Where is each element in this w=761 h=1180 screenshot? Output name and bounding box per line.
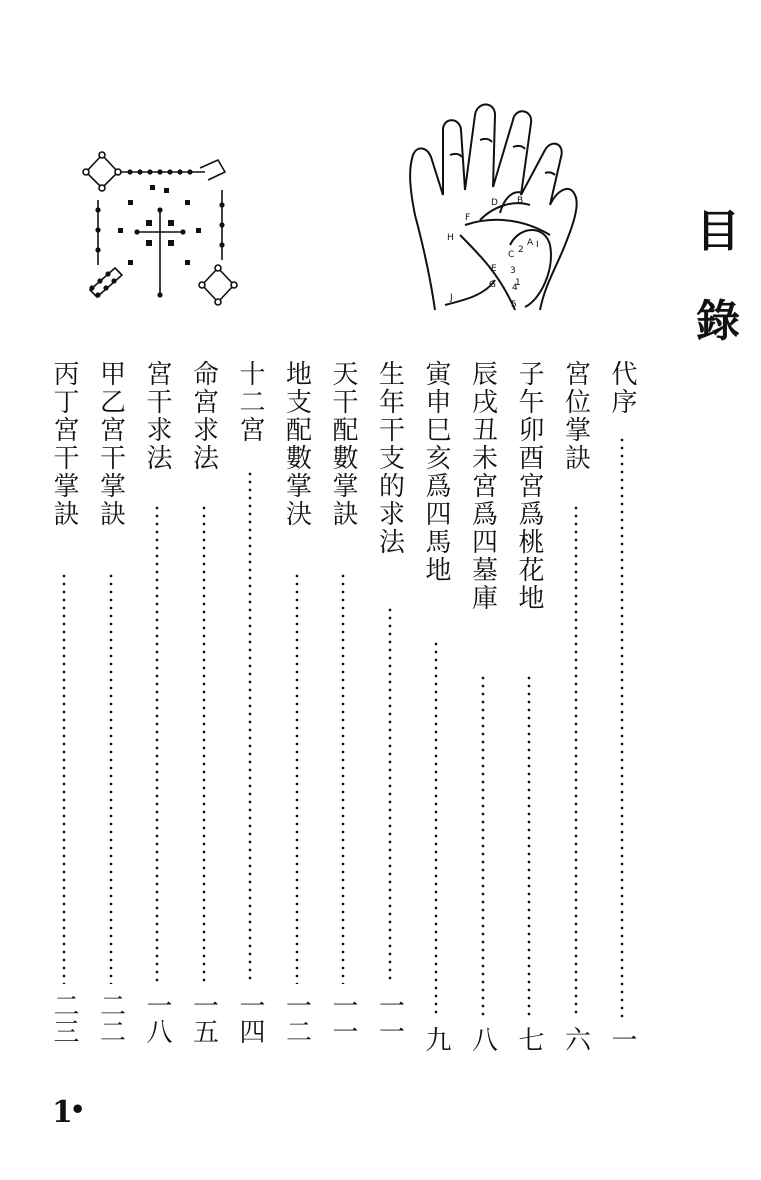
toc-entry-page: 一一: [328, 992, 358, 1044]
toc-entry: [512, 360, 546, 1060]
hand-label-5: 5: [511, 300, 517, 310]
star-chart-diagram: [80, 150, 240, 310]
hand-label-4: 4: [512, 283, 518, 293]
toc-entry-page: 七: [514, 1026, 544, 1052]
toc-leader-dots: [295, 572, 299, 984]
hand-label-a: A: [527, 238, 534, 248]
page-title-char-2: 錄: [696, 296, 740, 347]
toc-entry: [140, 360, 174, 1060]
toc-entry-title: 天干配數掌訣: [328, 360, 358, 528]
toc-entry-title: 十二宮: [235, 360, 265, 444]
hand-label-3: 3: [510, 266, 516, 276]
toc-leader-dots: [620, 436, 624, 1018]
toc-entry: [605, 360, 639, 1060]
hand-label-2: 2: [518, 245, 524, 255]
page-title-char-1: 目: [696, 206, 740, 257]
toc-entry-page: 二二: [95, 992, 126, 1044]
toc-entry-title: 生年干支的求法: [374, 360, 405, 556]
hand-label-g: G: [489, 280, 496, 290]
toc-leader-dots: [527, 674, 531, 1018]
toc-leader-dots: [388, 606, 392, 984]
toc-entry: [466, 360, 500, 1060]
toc-leader-dots: [434, 640, 438, 1018]
toc-entry-page: 一: [607, 1026, 637, 1052]
toc-entry: [419, 360, 453, 1060]
hand-label-h: H: [447, 233, 454, 243]
toc-leader-dots: [481, 674, 485, 1018]
toc-entry-title: 寅申巳亥爲四馬地: [421, 360, 451, 584]
toc-entry: [326, 360, 360, 1060]
toc-entry-page: 一五: [188, 992, 219, 1044]
toc-entry: [559, 360, 593, 1060]
hand-label-d: D: [491, 198, 498, 208]
toc-entry-page: 六: [560, 1026, 591, 1052]
toc-entry-title: 丙丁宮干掌訣: [49, 360, 79, 528]
toc-entry-page: 八: [467, 1026, 498, 1052]
toc-leader-dots: [248, 470, 252, 984]
toc-leader-dots: [62, 572, 66, 984]
hand-label-f: F: [465, 213, 471, 223]
page-number-dot: •: [70, 1095, 86, 1124]
hand-label-j: J: [450, 293, 453, 303]
toc-entry-page: 九: [421, 1026, 451, 1052]
toc-entry: [280, 360, 314, 1060]
hand-label-e: E: [491, 264, 497, 274]
toc-entry: [47, 360, 81, 1060]
toc-leader-dots: [574, 504, 578, 1018]
toc-entry-page: 二三: [49, 992, 79, 1044]
toc-entry-page: 一八: [142, 992, 172, 1044]
toc-entry-title: 宮位掌訣: [560, 360, 591, 472]
page-number: 1: [52, 1095, 73, 1130]
toc-leader-dots: [341, 572, 345, 984]
toc-entry-title: 命宮求法: [188, 360, 219, 472]
hand-label-i: I: [536, 240, 539, 250]
toc-entry: [373, 360, 407, 1060]
toc-entry-title: 辰戌丑未宮爲四墓庫: [467, 360, 498, 612]
toc-entry-title: 地支配數掌決: [281, 360, 312, 528]
hand-label-1: 1: [515, 278, 521, 288]
toc-entry-title: 宮干求法: [142, 360, 172, 472]
toc-entry-page: 一二: [281, 992, 312, 1044]
toc-entry-title: 代序: [607, 360, 637, 416]
toc-entry-page: 一一: [374, 992, 405, 1044]
toc-leader-dots: [202, 504, 206, 984]
palm-diagram: [405, 95, 595, 335]
toc-entry-title: 甲乙宮干掌訣: [95, 360, 126, 528]
toc-entry-title: 子午卯酉宮爲桃花地: [514, 360, 544, 612]
toc-entry: [94, 360, 128, 1060]
toc-entry: [187, 360, 221, 1060]
toc-entry-page: 一四: [235, 992, 265, 1044]
hand-label-c: C: [508, 250, 515, 260]
toc-entry: [233, 360, 267, 1060]
toc-leader-dots: [155, 504, 159, 984]
toc-leader-dots: [109, 572, 113, 984]
hand-label-b: B: [517, 196, 524, 206]
